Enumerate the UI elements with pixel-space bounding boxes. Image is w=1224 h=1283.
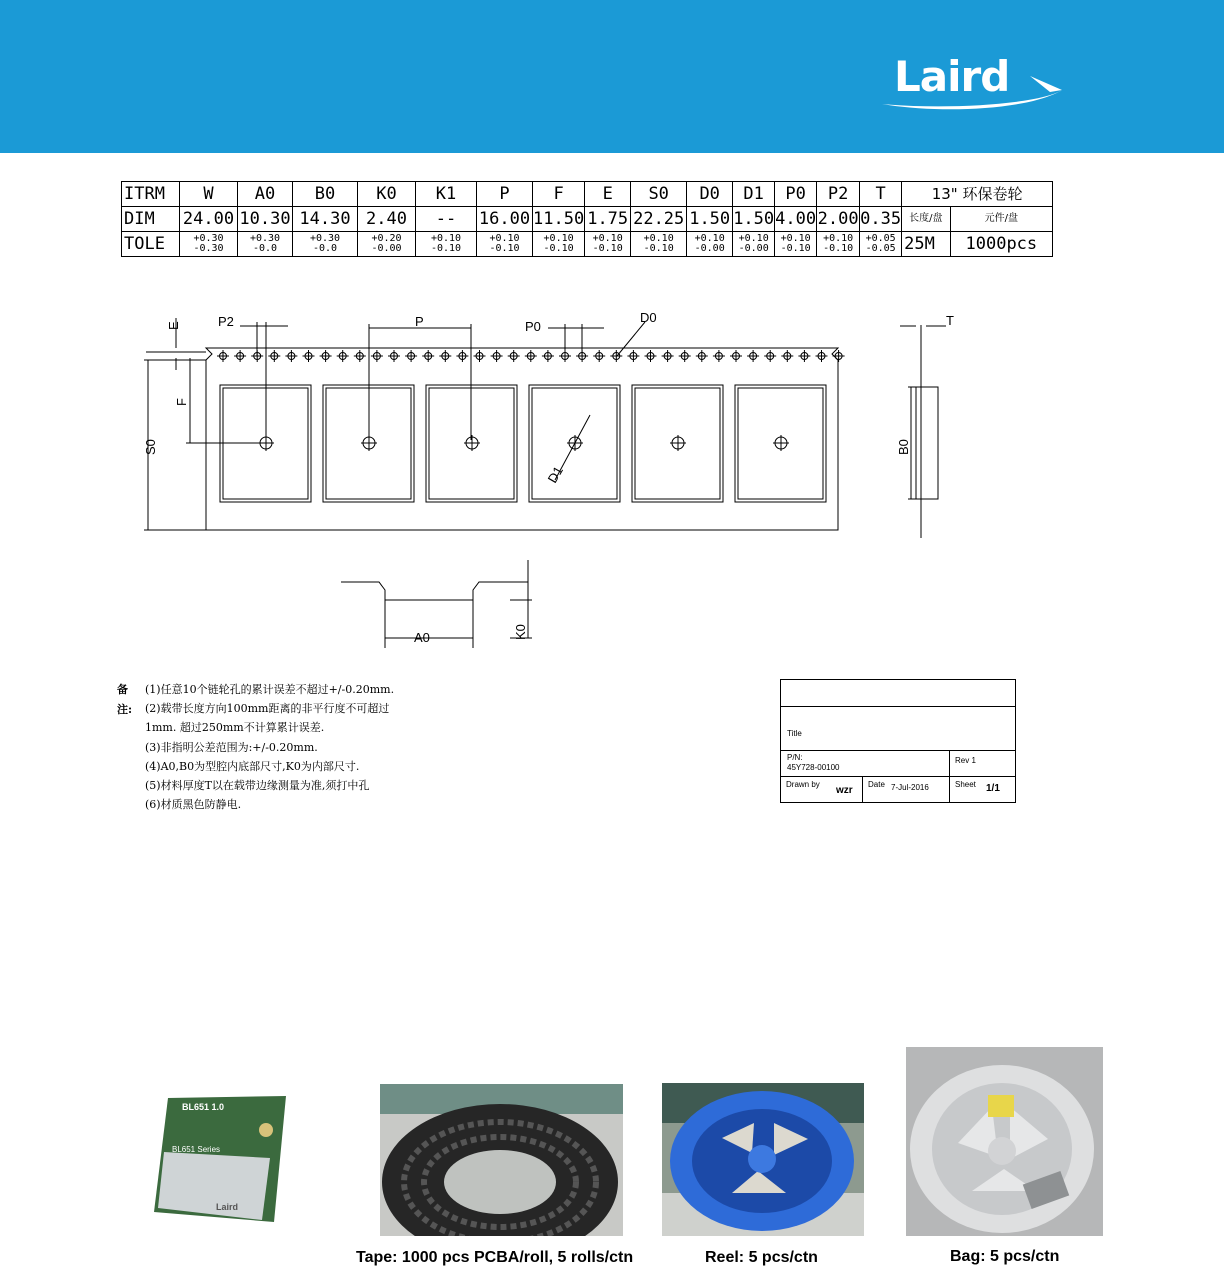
dim-cell: 10.30	[238, 207, 293, 232]
drawn-by-value: wzr	[836, 785, 853, 796]
reel-header: 13" 环保卷轮	[902, 182, 1053, 207]
tol-cell: +0.30 -0.0	[293, 232, 358, 257]
sheet-value: 1/1	[986, 783, 1000, 794]
tol-cell: +0.30 -0.30	[180, 232, 238, 257]
label-f: F	[174, 398, 189, 406]
tol-cell: +0.10 -0.00	[687, 232, 733, 257]
tol-cell: +0.10 -0.10	[416, 232, 477, 257]
date-value: 7-Jul-2016	[891, 783, 929, 792]
dim-cell: 2.00	[817, 207, 860, 232]
dim-cell: 1.50	[687, 207, 733, 232]
drawn-by-cell	[781, 776, 863, 803]
pn-label: P/N:	[787, 753, 803, 762]
header-banner	[0, 0, 1224, 153]
column-header: P0	[775, 182, 817, 207]
sheet-label: Sheet	[955, 780, 976, 789]
module-label: BL651 1.0	[182, 1102, 225, 1112]
dim-cell: 1.50	[733, 207, 775, 232]
pn-cell	[781, 750, 950, 777]
column-header: T	[860, 182, 902, 207]
column-header: B0	[293, 182, 358, 207]
module-brand: Laird	[216, 1202, 239, 1212]
label-t: T	[946, 313, 954, 328]
rev-value: Rev 1	[955, 756, 976, 765]
column-header: D0	[687, 182, 733, 207]
reel-caption: Reel: 5 pcs/ctn	[705, 1249, 818, 1266]
dim-cell: 16.00	[477, 207, 533, 232]
sheet-cell	[950, 776, 1015, 803]
module-series: BL651 Series	[172, 1145, 221, 1154]
tol-cell: +0.10 -0.10	[477, 232, 533, 257]
laird-logo	[880, 52, 1070, 118]
note-line: (4)A0,B0为型腔内底部尺寸,K0为内部尺寸.	[145, 760, 360, 773]
label-p0: P0	[525, 319, 541, 334]
dim-cell: 22.25	[631, 207, 687, 232]
dim-cell: 14.30	[293, 207, 358, 232]
tol-cell: +0.05 -0.05	[860, 232, 902, 257]
label-e: E	[166, 321, 181, 330]
row-header: ITRM	[122, 182, 180, 207]
pockets	[220, 385, 826, 502]
table-row	[122, 232, 1053, 257]
module-photo	[152, 1092, 292, 1232]
tol-cell: +0.10 -0.10	[631, 232, 687, 257]
table-row	[122, 182, 1053, 207]
parts-label: 元件/盘	[950, 207, 1053, 232]
row-header: DIM	[122, 207, 180, 232]
tol-cell: +0.10 -0.10	[533, 232, 585, 257]
column-header: F	[533, 182, 585, 207]
column-header: P2	[817, 182, 860, 207]
tape-photo	[380, 1084, 623, 1236]
date-label: Date	[868, 780, 885, 789]
dim-cell: 0.35	[860, 207, 902, 232]
tol-cell: +0.30 -0.0	[238, 232, 293, 257]
rev-cell	[950, 750, 1015, 777]
label-k0: K0	[513, 624, 528, 640]
column-header: K1	[416, 182, 477, 207]
dim-cell: 1.75	[585, 207, 631, 232]
dim-cell: 11.50	[533, 207, 585, 232]
column-header: K0	[358, 182, 416, 207]
dim-cell: 4.00	[775, 207, 817, 232]
tol-cell: +0.10 -0.10	[585, 232, 631, 257]
tol-cell: +0.10 -0.00	[733, 232, 775, 257]
note-line: 1mm. 超过250mm不计算累计误差.	[145, 721, 325, 734]
tape-caption: Tape: 1000 pcs PCBA/roll, 5 rolls/ctn	[356, 1249, 634, 1266]
title-block	[780, 679, 1016, 803]
tol-cell: +0.20 -0.00	[358, 232, 416, 257]
column-header: W	[180, 182, 238, 207]
logo-text: Laird	[894, 52, 1010, 101]
label-a0: A0	[414, 630, 430, 645]
dim-cell: 24.00	[180, 207, 238, 232]
label-p: P	[415, 314, 424, 329]
label-p2: P2	[218, 314, 234, 329]
note-line: (2)载带长度方向100mm距离的非平行度不可超过	[145, 702, 390, 715]
tape-spec-table	[121, 181, 1053, 257]
column-header: P	[477, 182, 533, 207]
bag-caption: Bag: 5 pcs/ctn	[950, 1248, 1060, 1265]
tape-outline	[206, 348, 838, 530]
label-b0: B0	[896, 439, 911, 455]
row-header: TOLE	[122, 232, 180, 257]
label-d1: D1	[544, 463, 566, 486]
pn-value: 45Y728-00100	[787, 763, 840, 772]
notes-label: 备注:	[117, 683, 133, 716]
drawn-by-label: Drawn by	[786, 780, 820, 789]
tape-drawing	[0, 290, 1224, 660]
column-header: E	[585, 182, 631, 207]
column-header: S0	[631, 182, 687, 207]
column-header: A0	[238, 182, 293, 207]
title-label: Title	[787, 729, 802, 738]
length-label: 长度/盘	[902, 207, 950, 232]
column-header: D1	[733, 182, 775, 207]
bag-photo	[906, 1047, 1103, 1236]
note-line: (3)非指明公差范围为:+/-0.20mm.	[145, 741, 318, 754]
table-row	[122, 207, 1053, 232]
dim-cell: --	[416, 207, 477, 232]
note-line: (1)任意10个链轮孔的累计误差不超过+/-0.20mm.	[145, 683, 395, 696]
tol-cell: +0.10 -0.10	[775, 232, 817, 257]
reel-photo	[662, 1083, 864, 1236]
note-line: (5)材料厚度T以在载带边缘测量为准,须打中孔	[145, 779, 370, 792]
note-line: (6)材质黑色防静电.	[145, 798, 242, 811]
parts-value: 1000pcs	[950, 232, 1053, 257]
dim-cell: 2.40	[358, 207, 416, 232]
title-cell	[781, 706, 1015, 751]
length-value: 25M	[902, 232, 950, 257]
label-s0: S0	[143, 439, 158, 455]
label-d0: D0	[640, 310, 657, 325]
sprocket-holes	[217, 350, 845, 362]
date-cell	[863, 776, 950, 803]
tol-cell: +0.10 -0.10	[817, 232, 860, 257]
